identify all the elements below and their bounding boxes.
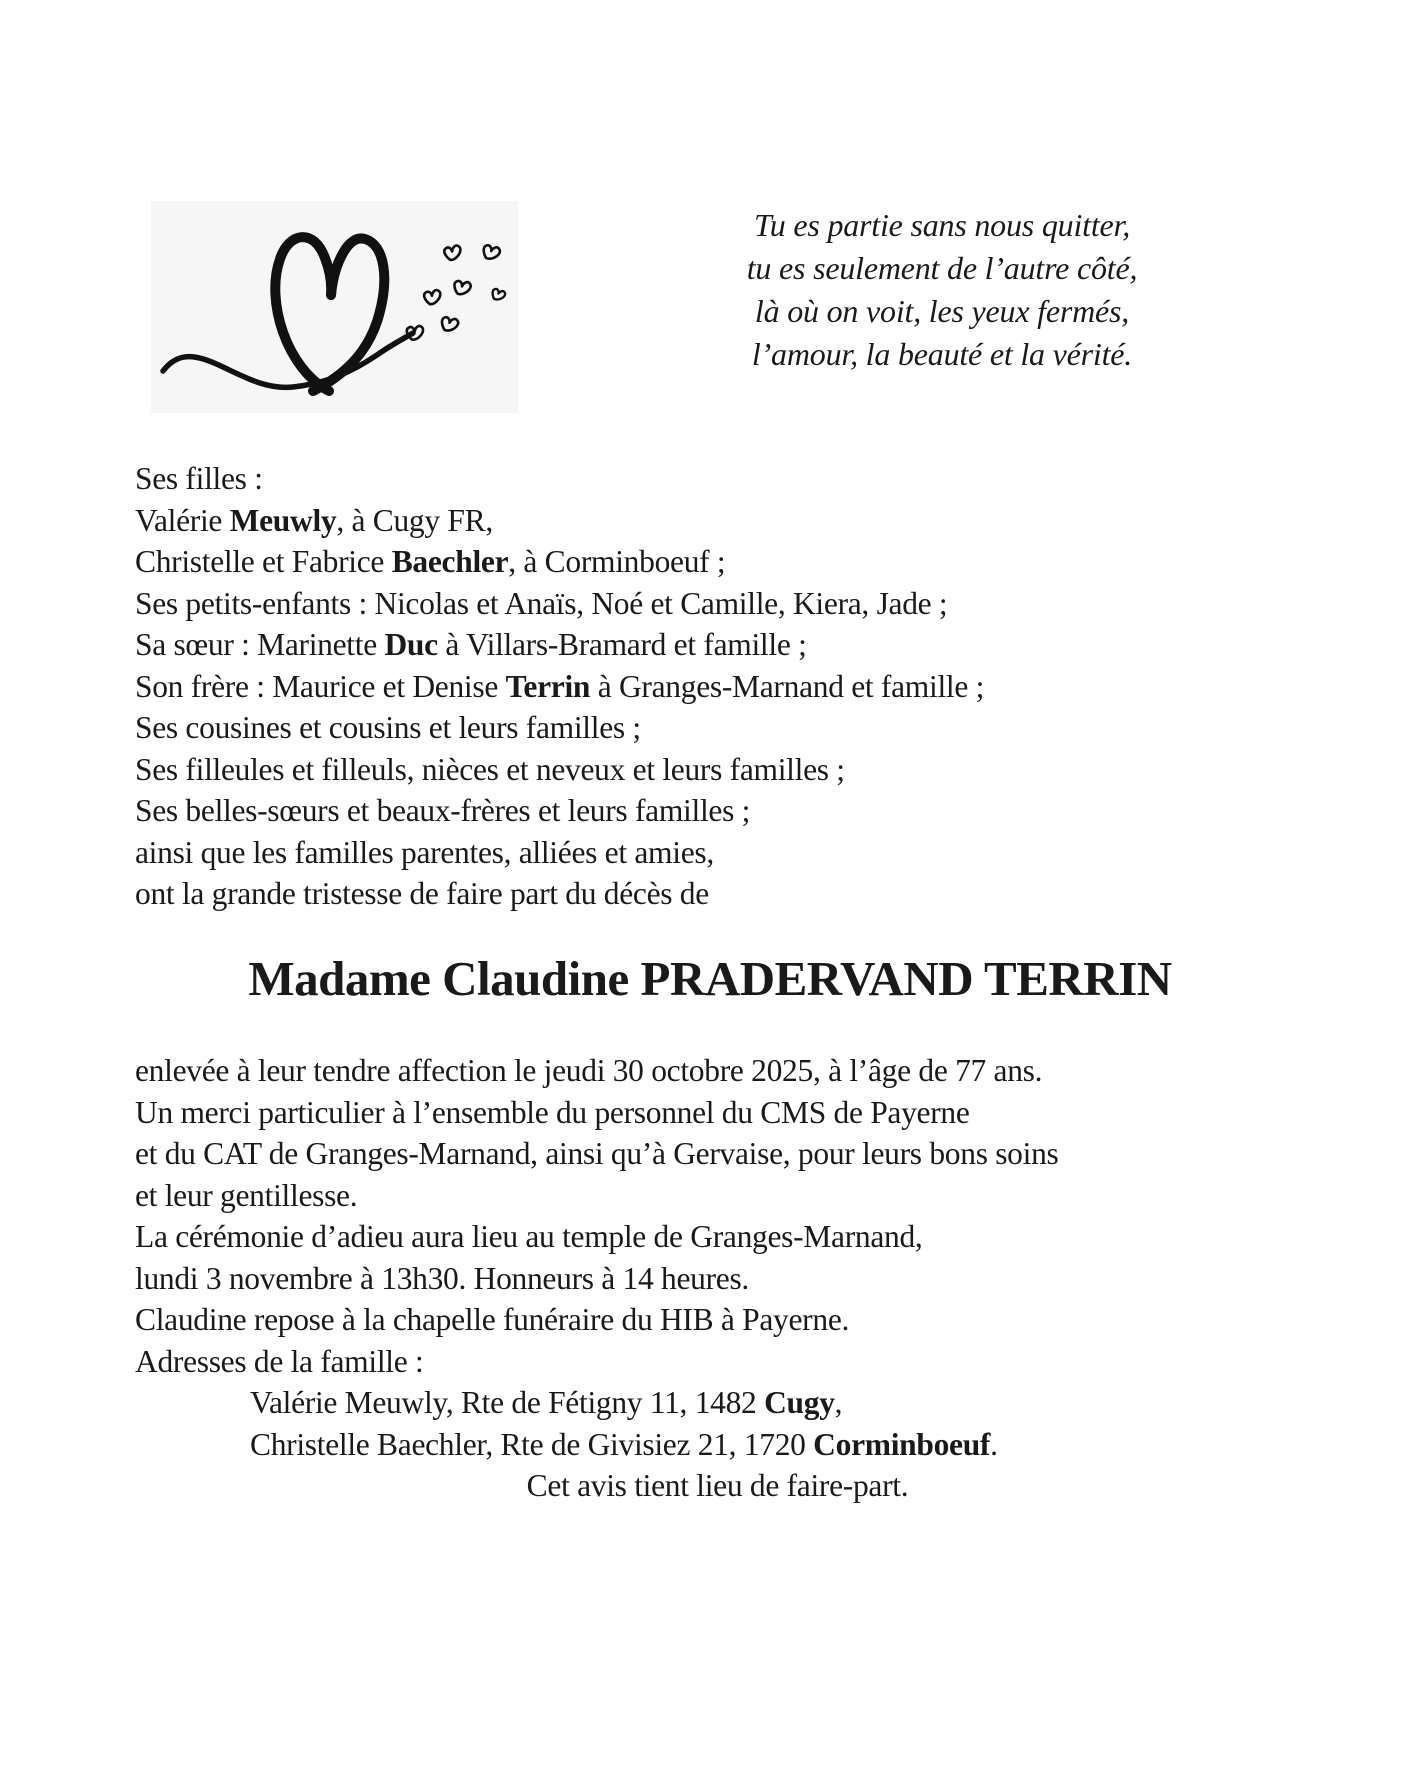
text-line <box>135 1175 1300 1217</box>
text-segment: Ses filles : <box>135 461 263 496</box>
text-segment: et leur gentillesse. <box>135 1177 358 1213</box>
text-segment: Ses belles-sœurs et beaux-frères et leurs familles ; <box>135 793 751 828</box>
surname-bold: Baechler <box>391 544 509 579</box>
text-segment: enlevée à leur tendre affection le jeudi 30 octobre 2025, à l’âge de 77 ans. <box>135 1053 1043 1088</box>
text-segment: là où on voit, les yeux fermés, <box>754 293 1130 329</box>
heart-image-panel <box>151 201 518 413</box>
text-line <box>135 583 1300 625</box>
text-line <box>135 749 1300 791</box>
text-segment: Valérie Meuwly, Rte de Fétigny 11, 1482 <box>250 1385 765 1420</box>
text-segment: La cérémonie d’adieu aura lieu au temple de Granges-Marnand, <box>135 1219 923 1254</box>
text-line <box>712 204 1172 247</box>
memorial-verse <box>712 204 1172 376</box>
text-line <box>135 1341 1300 1383</box>
text-segment: Tu es partie sans nous quitter, <box>753 207 1131 243</box>
text-segment: Claudine repose à la chapelle funéraire du HIB à Payerne. <box>135 1302 850 1337</box>
text-line <box>135 1424 1300 1466</box>
text-segment: ainsi que les familles parentes, alliées et amies, <box>135 834 714 870</box>
text-segment: Christelle et Fabrice <box>135 544 392 579</box>
text-segment: Son frère : Maurice et Denise <box>135 668 506 704</box>
text-line <box>135 1465 1300 1507</box>
announcement-details <box>135 1050 1300 1507</box>
text-segment: à Granges-Marnand et famille ; <box>590 668 985 704</box>
text-line <box>135 1258 1300 1300</box>
text-segment: , <box>834 1385 843 1420</box>
text-segment: Cet avis tient lieu de faire-part. <box>526 1468 909 1503</box>
text-line <box>135 1299 1300 1341</box>
text-line <box>135 458 1300 500</box>
surname-bold: Terrin <box>505 668 591 704</box>
text-segment: Sa sœur : Marinette <box>135 627 385 662</box>
text-line <box>135 832 1300 874</box>
text-segment: Adresses de la famille : <box>135 1343 424 1379</box>
text-line <box>712 333 1172 376</box>
text-segment: Un merci particulier à l’ensemble du personnel du CMS de Payerne <box>135 1094 970 1130</box>
text-line <box>135 1382 1300 1424</box>
text-segment: , à Corminboeuf ; <box>508 544 726 579</box>
text-segment: à Villars-Bramard et famille ; <box>437 627 807 662</box>
text-line <box>712 290 1172 333</box>
text-line <box>135 707 1300 749</box>
family-list <box>135 458 1300 915</box>
text-segment: Ses cousines et cousins et leurs familles ; <box>135 710 641 745</box>
text-line <box>135 873 1300 915</box>
text-line <box>135 1216 1300 1258</box>
text-segment: Ses petits-enfants : Nicolas et Anaïs, Noé et Camille, Kiera, Jade ; <box>135 585 948 621</box>
text-segment: , à Cugy FR, <box>336 502 493 538</box>
text-line <box>135 624 1300 666</box>
text-line <box>135 541 1300 583</box>
deceased-name-title: Madame Claudine PRADERVAND TERRIN <box>248 951 1172 1006</box>
text-segment: l’amour, la beauté et la vérité. <box>751 336 1133 372</box>
text-segment: Ses filleules et filleuls, nièces et neveux et leurs familles ; <box>135 751 845 787</box>
text-line <box>135 1092 1300 1134</box>
surname-bold: Cugy <box>764 1385 835 1420</box>
text-line <box>135 666 1300 708</box>
surname-bold: Duc <box>384 627 438 662</box>
text-segment: ont la grande tristesse de faire part du décès de <box>135 876 709 911</box>
text-segment: et du CAT de Granges-Marnand, ainsi qu’à Gervaise, pour leurs bons soins <box>135 1136 1059 1171</box>
heart-doodle-icon <box>151 201 518 413</box>
text-line <box>135 1050 1300 1092</box>
text-segment: tu es seulement de l’autre côté, <box>746 250 1138 286</box>
text-line <box>135 500 1300 542</box>
text-segment: . <box>990 1426 998 1462</box>
text-segment: Valérie <box>135 502 230 538</box>
text-line <box>135 790 1300 832</box>
text-line <box>135 1133 1300 1175</box>
text-segment: lundi 3 novembre à 13h30. Honneurs à 14 heures. <box>135 1260 750 1296</box>
surname-bold: Corminboeuf <box>813 1426 991 1462</box>
text-line <box>712 247 1172 290</box>
surname-bold: Meuwly <box>229 502 337 538</box>
text-segment: Christelle Baechler, Rte de Givisiez 21, 1720 <box>250 1426 814 1462</box>
